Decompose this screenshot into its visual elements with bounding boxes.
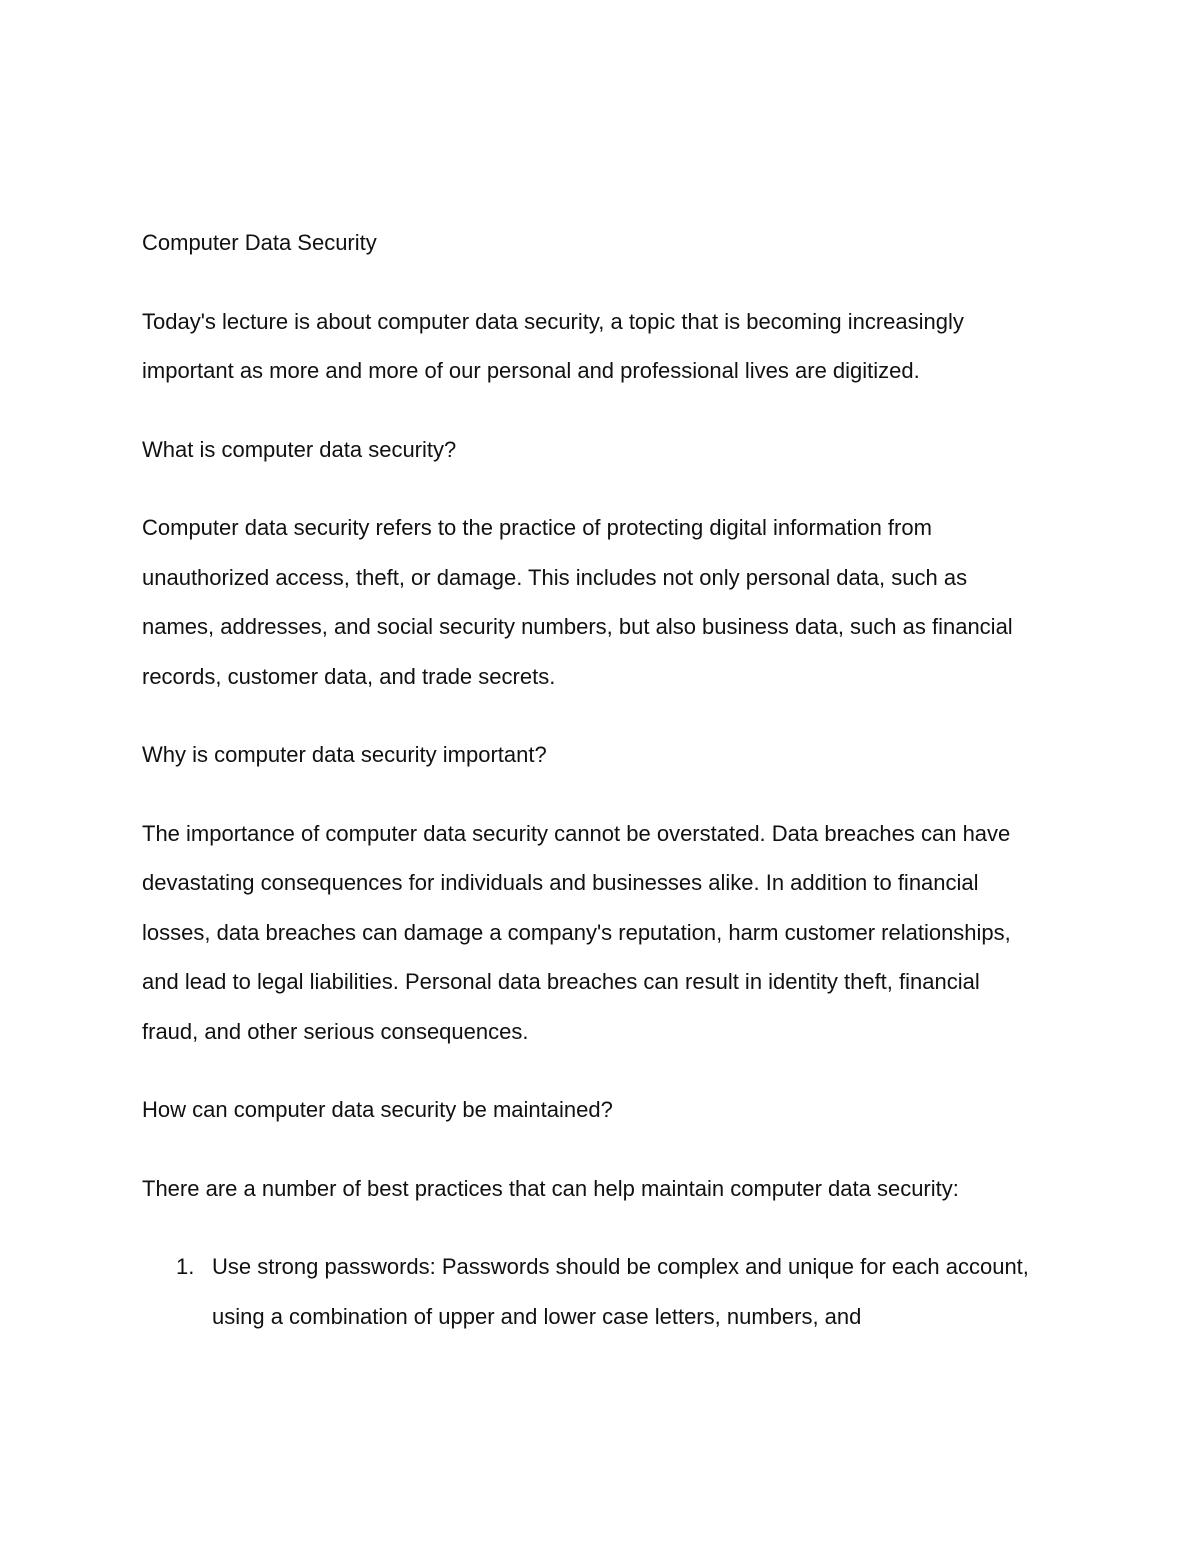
section-heading-what: What is computer data security? bbox=[142, 436, 457, 462]
section-body-what: Computer data security refers to the practice of protecting digital information from unauthorized access, theft, or damage. This includes not only personal data, such as names, addresses, and social security numbers, but also business data, such as financial records, customer data, and trade secrets. bbox=[142, 515, 1013, 689]
section-body-why: The importance of computer data security cannot be overstated. Data breaches can have devastating consequences for individuals and businesses alike. In addition to financial losses, data breaches can damage a company's reputation, harm customer relationships, and lead to legal liabilities. Personal data breaches can result in identity theft, financial fraud, and other serious consequences. bbox=[142, 820, 1011, 1044]
best-practices-list bbox=[142, 1242, 1042, 1341]
section-heading-how: How can computer data security be maintained? bbox=[142, 1097, 613, 1122]
section-body-how: There are a number of best practices that can help maintain computer data security: bbox=[142, 1175, 959, 1201]
document-title: Computer Data Security bbox=[142, 230, 377, 255]
list-item bbox=[142, 1242, 1042, 1341]
list-item-number: 1. bbox=[176, 1254, 195, 1279]
section-heading-why: Why is computer data security important? bbox=[142, 742, 547, 767]
list-item-text: Use strong passwords: Passwords should be complex and unique for each account, using a combination of upper and lower case letters, numbers, and bbox=[212, 1254, 1029, 1329]
document-body bbox=[142, 218, 1042, 1341]
intro-paragraph: Today's lecture is about computer data security, a topic that is becoming increasingly important as more and more of our personal and professional lives are digitized. bbox=[142, 308, 964, 383]
